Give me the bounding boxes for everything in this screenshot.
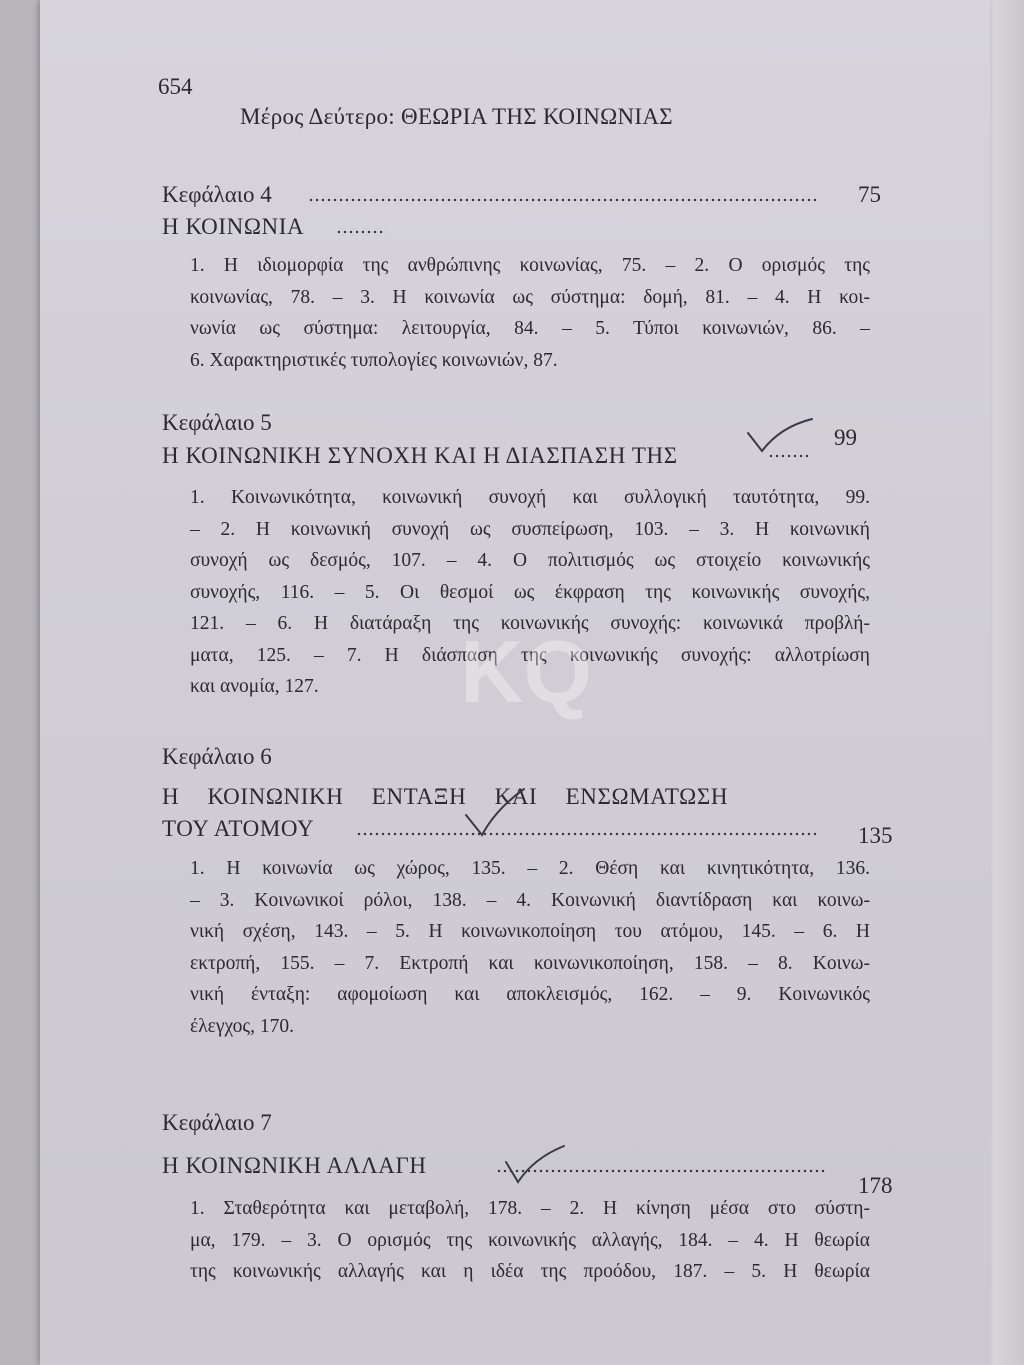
- page-number: 654: [158, 74, 193, 99]
- chapter-6-leader-dots: [356, 832, 816, 836]
- checkmark-icon: [460, 785, 530, 840]
- section-line: έλεγχος, 170.: [190, 1015, 295, 1037]
- checkmark-icon: [740, 415, 820, 455]
- chapter-7-sections: [190, 1193, 870, 1288]
- section-line: νωνία ως σύστημα: λειτουργία, 84. – 5. Τύποι κοινωνιών, 86. –: [190, 318, 870, 339]
- chapter-5-label: Κεφάλαιο 5: [162, 410, 272, 435]
- section-line: 1. Σταθερότητα και μεταβολή, 178. – 2. Η κίνηση μέσα στο σύστη-: [190, 1198, 870, 1219]
- section-line: συνοχής, 116. – 5. Οι θεσμοί ως έκφραση της κοινωνικής συνοχής,: [190, 581, 870, 603]
- chapter-4-title: Η ΚΟΙΝΩΝΙΑ: [162, 214, 305, 239]
- section-line: κοινωνίας, 78. – 3. Η κοινωνία ως σύστημα: δομή, 81. – 4. Η κοι-: [190, 286, 870, 308]
- chapter-6-title-line1: Η ΚΟΙΝΩΝΙΚΗ ΕΝΤΑΞΗ ΚΑΙ ΕΝΣΩΜΑΤΩΣΗ: [162, 784, 729, 809]
- chapter-7-title: Η ΚΟΙΝΩΝΙΚΗ ΑΛΛΑΓΗ: [162, 1153, 427, 1178]
- book-page: [40, 0, 990, 1365]
- chapter-4-title-dots: [336, 230, 386, 234]
- section-line: – 3. Κοινωνικοί ρόλοι, 138. – 4. Κοινωνική διαντίδραση και κοινω-: [190, 889, 870, 911]
- section-line: μα, 179. – 3. Ο ορισμός της κοινωνικής αλλαγής, 184. – 4. Η θεωρία: [190, 1229, 870, 1251]
- chapter-7-page: 178: [858, 1173, 893, 1198]
- chapter-5-page: 99: [834, 425, 857, 450]
- section-line: 1. Κοινωνικότητα, κοινωνική συνοχή και συλλογική ταυτότητα, 99.: [190, 487, 870, 508]
- chapter-6-label: Κεφάλαιο 6: [162, 744, 272, 769]
- watermark-logo: [460, 630, 600, 725]
- section-line: ματα, 125. – 7. Η διάσπαση της κοινωνικής συνοχής: αλλοτρίωση: [190, 644, 870, 666]
- section-line: της κοινωνικής αλλαγής και η ιδέα της προόδου, 187. – 5. Η θεωρία: [190, 1261, 870, 1282]
- section-line: νική ένταξη: αφομοίωση και αποκλεισμός, 162. – 9. Κοινωνικός: [190, 984, 870, 1005]
- chapter-6-page: 135: [858, 823, 893, 848]
- chapter-7-label: Κεφάλαιο 7: [162, 1110, 272, 1135]
- section-line: συνοχή ως δεσμός, 107. – 4. Ο πολιτισμός ως στοιχείο κοινωνικής: [190, 550, 870, 571]
- section-line: νική σχέση, 143. – 5. Η κοινωνικοποίηση του ατόμου, 145. – 6. Η: [190, 921, 870, 942]
- section-line: 6. Χαρακτηριστικές τυπολογίες κοινωνιών, 87.: [190, 349, 558, 371]
- chapter-4-sections: [190, 250, 870, 376]
- checkmark-icon: [500, 1142, 570, 1187]
- section-line: και ανομία, 127.: [190, 676, 319, 697]
- section-line: εκτροπή, 155. – 7. Εκτροπή και κοινωνικοποίηση, 158. – 8. Κοινω-: [190, 952, 870, 974]
- watermark-text: KQ: [460, 630, 592, 720]
- chapter-5-title: Η ΚΟΙΝΩΝΙΚΗ ΣΥΝΟΧΗ ΚΑΙ Η ΔΙΑΣΠΑΣΗ ΤΗΣ: [162, 443, 678, 468]
- section-line: 1. Η ιδιομορφία της ανθρώπινης κοινωνίας, 75. – 2. Ο ορισμός της: [190, 255, 870, 276]
- section-line: – 2. Η κοινωνική συνοχή ως συσπείρωση, 103. – 3. Η κοινωνική: [190, 518, 870, 540]
- section-line: 121. – 6. Η διατάραξη της κοινωνικής συνοχής: κοινωνικά προβλή-: [190, 613, 870, 634]
- chapter-6-title-line2: ΤΟΥ ΑΤΟΜΟΥ: [162, 816, 315, 841]
- chapter-6-sections: [190, 853, 870, 1042]
- chapter-4-label: Κεφάλαιο 4: [162, 182, 272, 207]
- section-line: 1. Η κοινωνία ως χώρος, 135. – 2. Θέση και κινητικότητα, 136.: [190, 858, 870, 879]
- chapter-4-leader-dots: [308, 198, 816, 202]
- chapter-4-page: 75: [858, 182, 881, 207]
- running-head: Μέρος Δεύτερο: ΘΕΩΡΙΑ ΤΗΣ ΚΟΙΝΩΝΙΑΣ: [240, 104, 673, 129]
